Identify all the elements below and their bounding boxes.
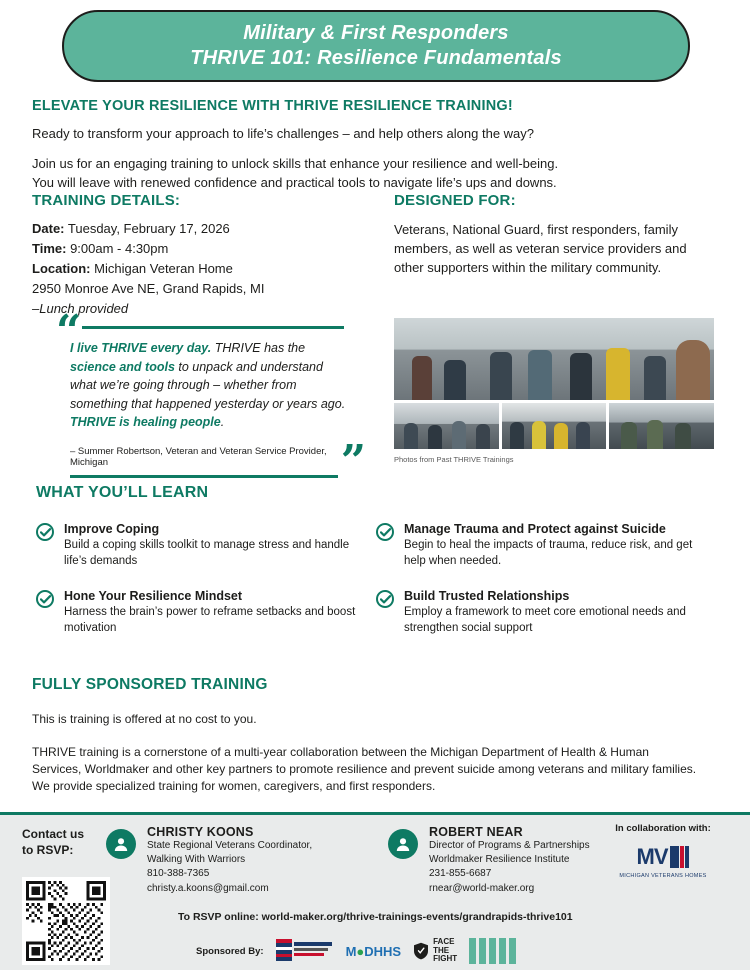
photo-figure	[554, 423, 568, 449]
qr-code[interactable]	[22, 877, 110, 965]
header-banner	[62, 10, 690, 82]
detail-date-value: Tuesday, February 17, 2026	[67, 221, 230, 236]
photo-figure	[528, 350, 552, 400]
photo-figure	[570, 353, 592, 400]
learn-item-heading: Manage Trauma and Protect against Suicide	[404, 522, 666, 536]
intro-paragraph-1: Ready to transform your approach to life’s challenges – and help others along the way?	[32, 126, 535, 141]
detail-time	[32, 240, 362, 259]
intro-section	[32, 98, 692, 192]
worldmaker-bars-logo	[469, 938, 516, 964]
mvh-logo-subtitle: MICHIGAN VETERANS HOMES	[619, 873, 707, 879]
photo-caption: Photos from Past THRIVE Trainings	[394, 455, 514, 464]
learn-item-body: Begin to heal the impacts of trauma, reduce risk, and get help when needed.	[404, 539, 693, 567]
detail-location	[32, 260, 362, 279]
fully-sponsored-paragraph-2: THRIVE training is a cornerstone of a multi-year collaboration between the Michigan Department of Health & Human Services, Worldmaker and other key partners to promote resilience and prevent suicide among veterans and military families. We provide specialized training for women, caregivers, and first responders.	[32, 745, 697, 794]
contact-card-text	[147, 825, 312, 896]
check-circle-icon	[36, 590, 54, 608]
mvh-flag-icon	[670, 846, 690, 868]
learn-item-heading: Hone Your Resilience Mindset	[64, 589, 243, 604]
person-avatar-icon	[388, 829, 418, 859]
contact-phone[interactable]: 231-855-6687	[429, 868, 492, 880]
veteran-ready-logo	[276, 937, 334, 965]
photo-figure	[576, 422, 590, 449]
detail-time-value: 9:00am - 4:30pm	[70, 240, 169, 256]
rsvp-online-line[interactable]: To RSVP online: world-maker.org/thrive-trainings-events/grandrapids-thrive101	[178, 911, 573, 923]
check-circle-icon	[376, 523, 394, 541]
quote-segment-2: THRIVE has the	[211, 341, 306, 355]
photo-thumbnail	[609, 403, 714, 449]
learn-item-heading: Improve Coping	[64, 522, 160, 536]
photo-thumbnail	[394, 403, 499, 449]
quote-segment-4: to unpack and understand what we’re going through – whether from something that happened yesterday or years ago.	[70, 359, 346, 411]
photo-figure	[476, 424, 490, 449]
quote-segment-5: THRIVE is healing people	[70, 415, 221, 429]
mvh-logo	[598, 844, 728, 870]
learn-item	[36, 589, 376, 636]
face-the-fight-text	[433, 938, 457, 963]
collaboration-block	[598, 823, 728, 879]
quote-segment-3: science and tools	[70, 359, 175, 374]
contact-email[interactable]: christy.a.koons@gmail.com	[147, 882, 269, 894]
training-details-title: TRAINING DETAILS:	[32, 192, 181, 209]
contact-rsvp-line2: to RSVP:	[22, 842, 74, 857]
detail-location-value: Michigan Veteran Home	[94, 260, 233, 276]
banner-title-line1: Military & First Responders	[243, 22, 509, 44]
detail-address: 2950 Monroe Ave NE, Grand Rapids, MI	[32, 280, 265, 296]
contact-phone[interactable]: 810-388-7365	[147, 868, 210, 880]
contact-rsvp-label	[22, 827, 108, 858]
check-circle-icon	[36, 523, 54, 541]
learn-item-text	[64, 589, 362, 636]
photo-figure	[644, 356, 666, 400]
veteran-ready-logo-icon	[276, 937, 334, 965]
learn-item-body: Build a coping skills toolkit to manage stress and handle life’s demands	[64, 539, 350, 567]
learn-item-heading: Build Trusted Relationships	[404, 589, 570, 604]
mdhhs-logo	[346, 944, 402, 959]
detail-date	[32, 220, 362, 239]
contact-title-line1: Director of Programs & Partnerships	[429, 840, 590, 851]
training-details-list	[32, 220, 362, 319]
contact-name: ROBERT NEAR	[429, 825, 523, 839]
intro-paragraph-2-line2: You will leave with renewed confidence and practical tools to navigate life’s ups and downs.	[32, 174, 557, 190]
detail-time-label: Time:	[32, 240, 67, 256]
ftf-line3: FIGHT	[433, 954, 458, 964]
learn-items-grid	[36, 522, 714, 636]
photo-thumbnail	[502, 403, 607, 449]
sponsors-row	[196, 937, 516, 965]
person-avatar-icon	[106, 829, 136, 859]
learn-item	[36, 522, 376, 569]
footer	[0, 812, 750, 970]
training-details-section	[32, 192, 362, 320]
contact-rsvp-line1: Contact us	[22, 827, 85, 841]
quote-segment-6: .	[220, 415, 225, 429]
photo-figure	[510, 422, 524, 449]
bar	[499, 938, 506, 964]
photo-figure	[647, 420, 663, 449]
quote-open-icon: “	[56, 306, 82, 357]
quote-segment-1: I live THRIVE every day.	[70, 341, 212, 355]
what-youll-learn-title: WHAT YOU’LL LEARN	[36, 484, 209, 501]
ftf-line1: FACE	[433, 937, 455, 947]
photo-thumbnail-row	[394, 403, 714, 449]
photo-figure	[444, 360, 466, 400]
fully-sponsored-title: FULLY SPONSORED TRAINING	[32, 676, 268, 693]
bar	[469, 938, 476, 964]
face-the-fight-logo	[413, 938, 457, 963]
photo-figure	[412, 356, 432, 400]
quote-attribution: – Summer Robertson, Veteran and Veteran Service Provider, Michigan	[70, 445, 327, 468]
learn-item	[376, 589, 714, 636]
photo-figure	[676, 340, 710, 400]
bar	[489, 938, 496, 964]
contact-card-christy-koons	[106, 825, 312, 896]
contact-title-line2: Walking With Warriors	[147, 854, 246, 866]
detail-date-label: Date:	[32, 221, 65, 236]
photo-figure	[428, 425, 442, 449]
photo-figure	[675, 423, 691, 449]
photo-main	[394, 318, 714, 400]
fully-sponsored-paragraph-1: This is training is offered at no cost to you.	[32, 712, 257, 726]
designed-for-section	[394, 192, 714, 278]
photo-figure	[452, 421, 466, 449]
intro-paragraph-2	[32, 155, 692, 192]
collaboration-label: In collaboration with:	[615, 823, 711, 834]
photo-figure	[490, 352, 512, 400]
contact-title-line1: State Regional Veterans Coordinator,	[147, 840, 313, 851]
bar	[509, 938, 516, 964]
quote-text	[70, 339, 352, 432]
learn-item-body: Employ a framework to meet core emotional needs and strengthen social support	[404, 606, 686, 634]
contact-card-robert-near	[388, 825, 590, 896]
intro-paragraph-2-line1: Join us for an engaging training to unlock skills that enhance your resilience and well-being.	[32, 156, 559, 172]
detail-lunch: –Lunch provided	[32, 300, 129, 316]
learn-item-body: Harness the brain’s power to reframe setbacks and boost motivation	[64, 606, 356, 634]
what-youll-learn-section	[36, 484, 714, 636]
contact-email[interactable]: rnear@world-maker.org	[429, 882, 535, 894]
learn-item-text	[404, 522, 700, 569]
photo-figure	[606, 348, 630, 400]
ftf-line2: THE	[433, 945, 450, 955]
designed-for-body: Veterans, National Guard, first responders, family members, as well as veteran service providers and other supporters within the military community.	[394, 222, 687, 275]
contact-title-line2: Worldmaker Resilience Institute	[429, 854, 570, 866]
photo-figure	[621, 422, 637, 449]
mdhhs-logo-text: M●DHHS	[345, 943, 402, 959]
mvh-logo-text: MV	[636, 844, 668, 869]
designed-for-title: DESIGNED FOR:	[394, 192, 516, 209]
contact-card-text	[429, 825, 590, 896]
banner-title-line2: THRIVE 101: Resilience Fundamentals	[190, 47, 562, 69]
learn-item-text	[404, 589, 700, 636]
fully-sponsored-section	[32, 676, 700, 795]
quote-close-icon: ”	[340, 435, 366, 487]
testimonial-quote	[56, 306, 366, 487]
bar	[479, 938, 486, 964]
qr-code-image	[26, 881, 106, 961]
shield-icon	[413, 942, 429, 960]
check-circle-icon	[376, 590, 394, 608]
quote-rule-top	[82, 326, 344, 329]
sponsored-by-label: Sponsored By:	[196, 945, 264, 957]
banner-inner	[62, 10, 690, 82]
photo-figure	[404, 423, 418, 449]
detail-location-label: Location:	[32, 260, 91, 276]
learn-item-text	[64, 522, 362, 569]
photo-figure	[532, 421, 546, 449]
learn-item	[376, 522, 714, 569]
intro-headline: ELEVATE YOUR RESILIENCE WITH THRIVE RESILIENCE TRAINING!	[32, 98, 513, 114]
photo-gallery	[394, 318, 714, 464]
contact-name: CHRISTY KOONS	[147, 825, 254, 839]
quote-rule-bottom	[70, 475, 338, 478]
